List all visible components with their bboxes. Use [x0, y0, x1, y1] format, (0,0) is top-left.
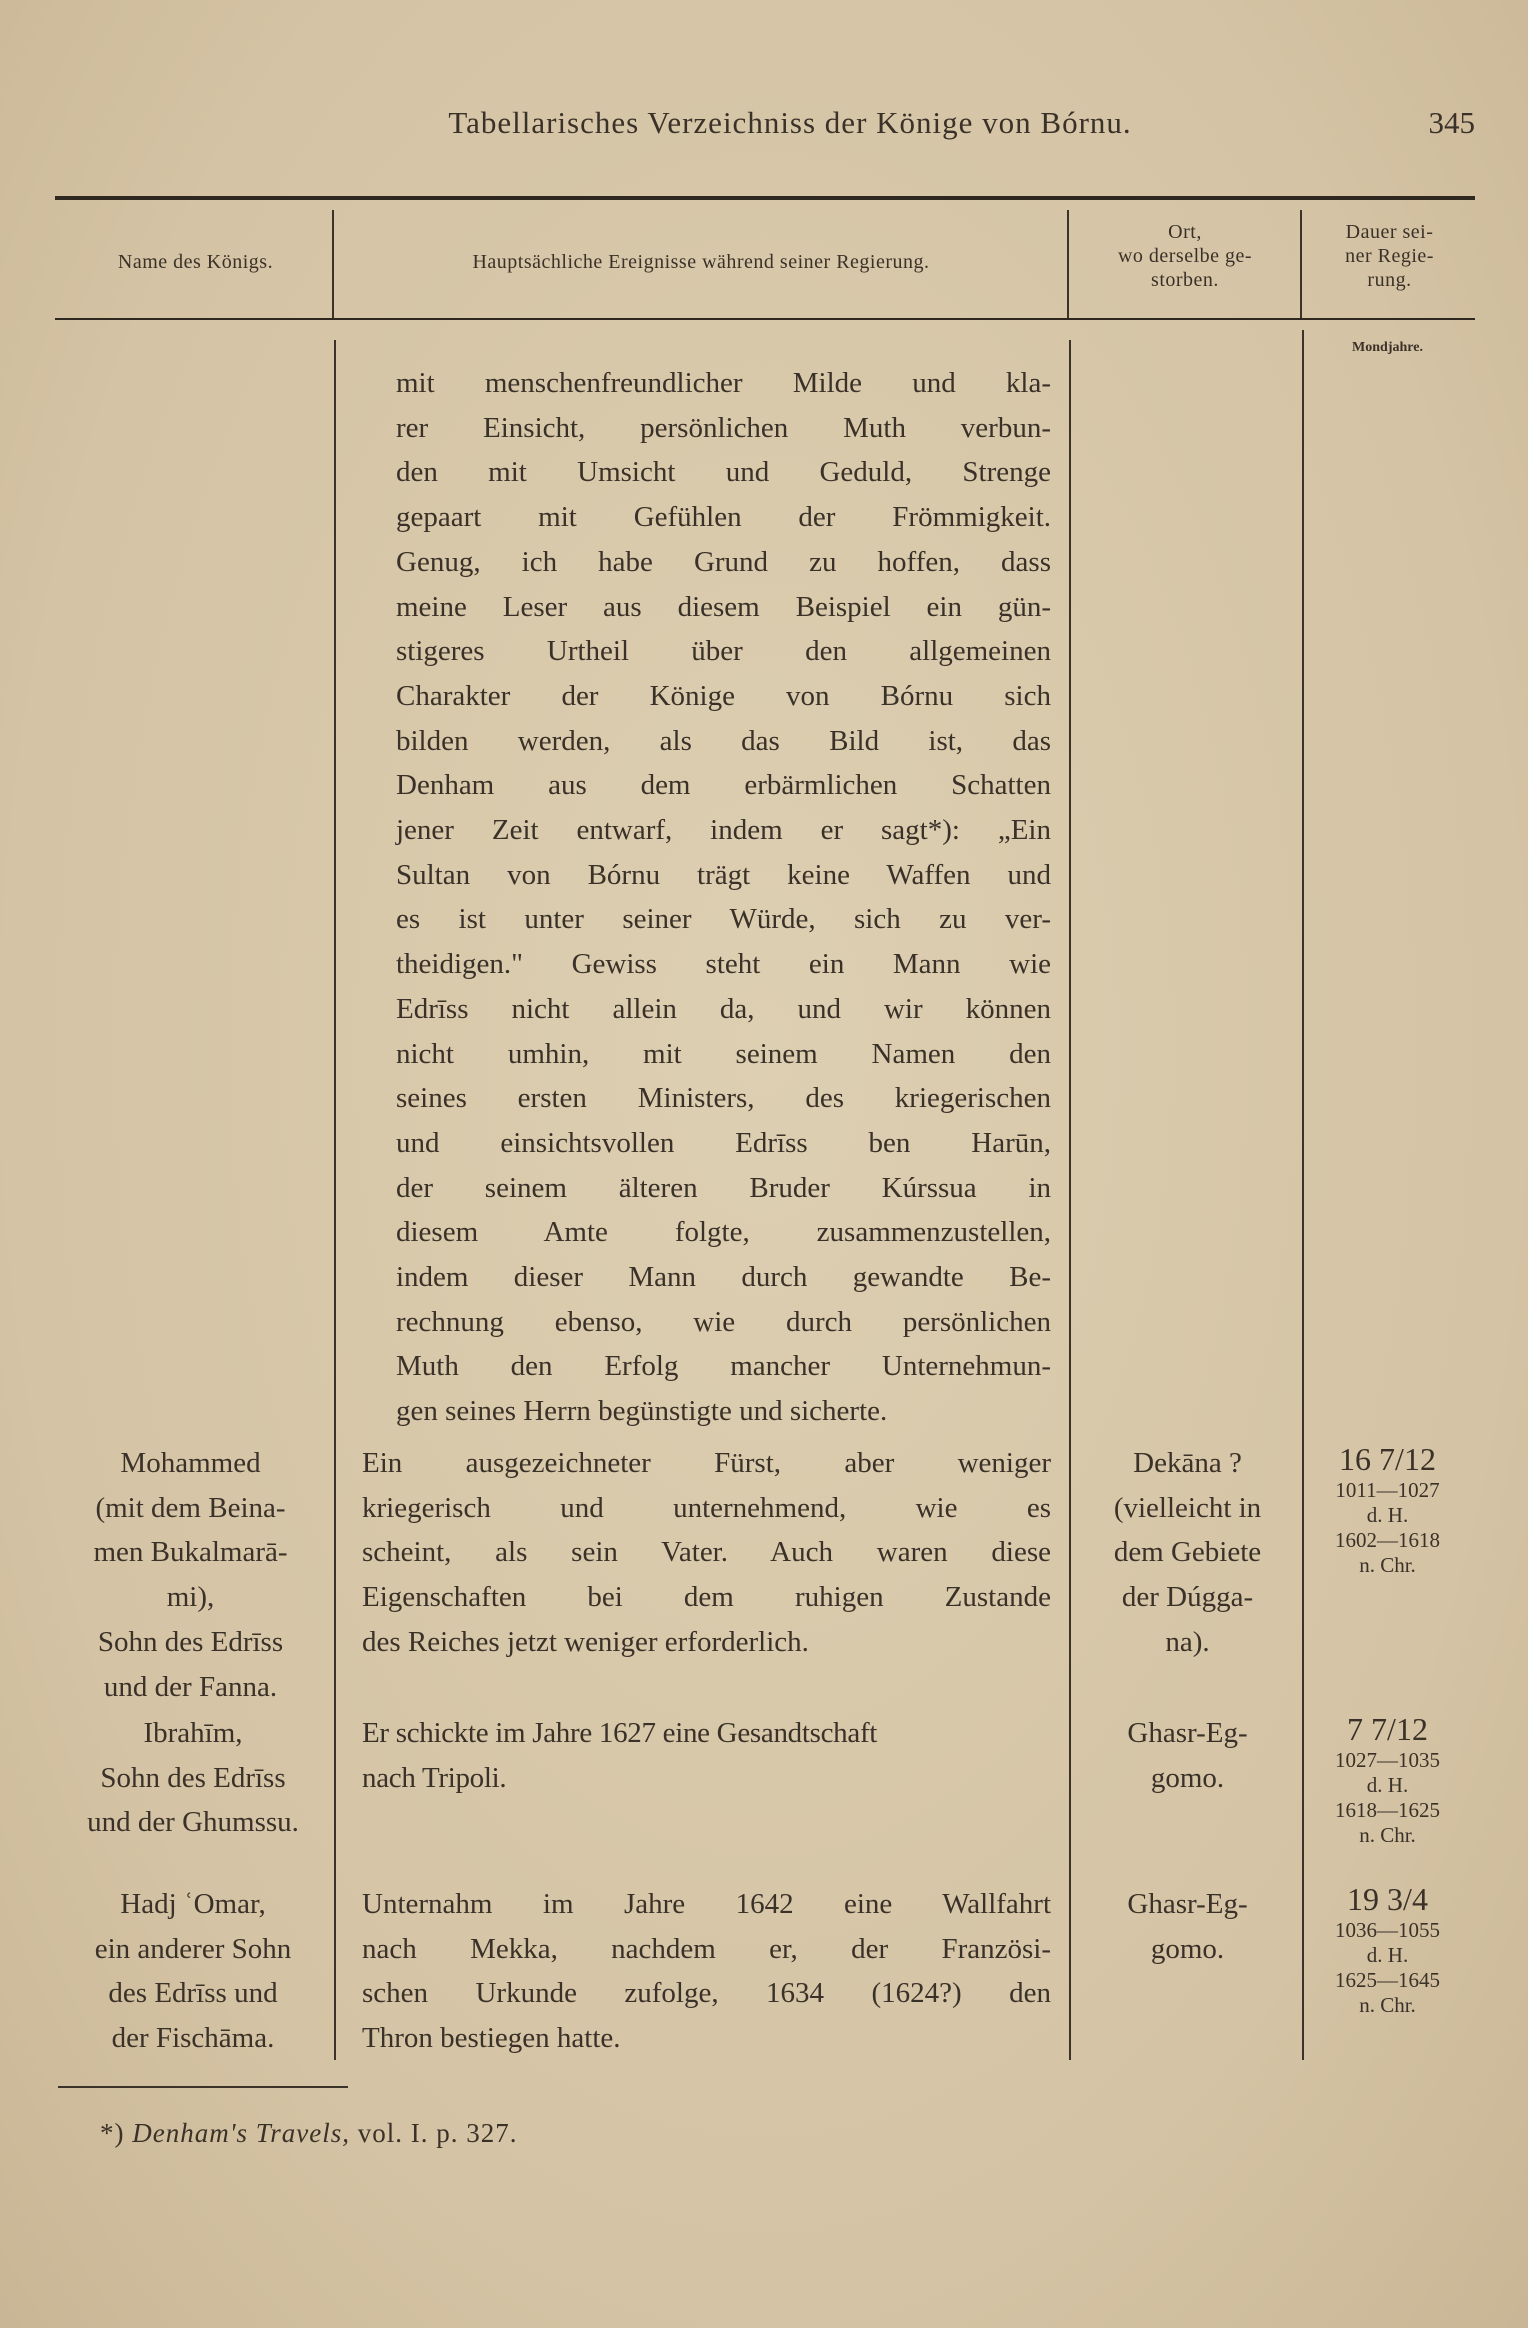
footnote-source: Denham's Travels, [132, 2118, 351, 2148]
event-line: Eigenschaften bei dem ruhigen Zustande [362, 1581, 1051, 1614]
text-line: Charakter der Könige von Bórnu sich [396, 679, 1051, 712]
page-number: 345 [1428, 105, 1475, 140]
place-line: der Dúgga- [1121, 1581, 1254, 1614]
reign-years: 1602—1618 [1335, 1528, 1440, 1552]
table-top-rule [55, 196, 1475, 200]
reign-years: 1618—1625 [1335, 1798, 1440, 1822]
event-line: kriegerisch und unternehmend, wie es [362, 1491, 1051, 1524]
duration-unit-label: Mondjahre. [1352, 340, 1423, 355]
place-line: Ghasr-Eg- [1127, 1888, 1248, 1920]
place-line: gomo. [1150, 1932, 1225, 1965]
column-header-duration-line: rung. [1367, 269, 1412, 291]
reign-years: d. H. [1366, 1503, 1409, 1527]
reign-years: 1625—1645 [1335, 1968, 1440, 1992]
text-line: jener Zeit entwarf, indem er sagt*): „Ein [396, 814, 1051, 847]
text-line: gepaart mit Gefühlen der Frömmigkeit. [396, 501, 1051, 534]
name-line: Sohn des Edrīss [100, 1761, 286, 1794]
event-line: Ein ausgezeichneter Fürst, aber weniger [362, 1447, 1051, 1479]
place-ibrahim [1080, 1711, 1295, 1800]
footnote [100, 2118, 518, 2149]
name-line: der Fischāma. [111, 2022, 275, 2055]
event-line: Thron bestiegen hatte. [362, 2022, 621, 2055]
text-line: bilden werden, als das Bild ist, das [396, 724, 1051, 757]
place-line: Dekāna ? [1133, 1447, 1242, 1479]
reign-length: 7 7/12 [1347, 1711, 1428, 1747]
event-line: nach Mekka, nachdem er, der Französi- [362, 1932, 1051, 1965]
duration-ibrahim [1300, 1710, 1475, 1848]
reign-years: d. H. [1366, 1773, 1409, 1797]
continued-events-text [396, 361, 1051, 1434]
text-line: diesem Amte folgte, zusammenzustellen, [396, 1216, 1051, 1249]
name-line: ein anderer Sohn [94, 1932, 292, 1965]
events-hadj-omar [362, 1882, 1051, 2061]
reign-years: n. Chr. [1359, 1823, 1416, 1847]
name-line: Sohn des Edrīss [97, 1625, 284, 1658]
place-hadj-omar [1080, 1882, 1295, 1971]
place-line: Ghasr-Eg- [1127, 1717, 1248, 1749]
text-line: rer Einsicht, persönlichen Muth verbun- [396, 411, 1051, 444]
name-line: mi), [166, 1581, 215, 1614]
event-line: des Reiches jetzt weniger erforderlich. [362, 1625, 809, 1658]
name-line: Mohammed [120, 1447, 261, 1479]
event-line: Er schickte im Jahre 1627 eine Gesandtschaft [362, 1717, 878, 1749]
column-divider [1067, 210, 1069, 318]
events-mohammed [362, 1441, 1051, 1665]
reign-years: n. Chr. [1359, 1993, 1416, 2017]
event-line: schen Urkunde zufolge, 1634 (1624?) den [362, 1977, 1051, 2010]
reign-years: 1027—1035 [1335, 1748, 1440, 1772]
text-line: Denham aus dem erbärmlichen Schatten [396, 769, 1051, 802]
place-line: (vielleicht in [1113, 1491, 1262, 1524]
name-line: und der Ghumssu. [87, 1806, 299, 1839]
place-mohammed [1080, 1441, 1295, 1665]
text-line: der seinem älteren Bruder Kúrssua in [396, 1171, 1051, 1204]
place-line: gomo. [1150, 1761, 1225, 1794]
name-line: men Bukalmarā- [93, 1536, 288, 1569]
king-name-mohammed [58, 1441, 323, 1709]
reign-length: 16 7/12 [1339, 1441, 1436, 1477]
reign-years: d. H. [1366, 1943, 1409, 1967]
king-name-hadj-omar [58, 1882, 328, 2061]
reign-years: 1011—1027 [1335, 1478, 1440, 1502]
reign-years: 1036—1055 [1335, 1918, 1440, 1942]
text-line: stigeres Urtheil über den allgemeinen [396, 635, 1051, 668]
column-header-place [1070, 220, 1300, 292]
text-line: es ist unter seiner Würde, sich zu ver- [396, 903, 1051, 936]
footnote-ref: vol. I. p. 327. [357, 2118, 518, 2148]
column-divider [1069, 340, 1071, 2060]
footnote-rule [58, 2086, 348, 2088]
event-line: nach Tripoli. [362, 1761, 507, 1794]
name-line: Hadj ʿOmar, [120, 1888, 266, 1920]
column-header-place-line: wo derselbe ge- [1117, 245, 1253, 267]
text-line: nicht umhin, mit seinem Namen den [396, 1037, 1051, 1070]
column-divider [334, 340, 336, 2060]
duration-mohammed [1300, 1440, 1475, 1578]
column-header-events: Hauptsächliche Ereignisse während seiner Regierung. [472, 251, 930, 273]
text-line: Genug, ich habe Grund zu hoffen, dass [396, 545, 1051, 578]
table-header-rule [55, 318, 1475, 320]
name-line: und der Fanna. [103, 1670, 278, 1703]
name-line: des Edrīss und [108, 1977, 278, 2010]
reign-length: 19 3/4 [1347, 1881, 1428, 1917]
text-line: meine Leser aus diesem Beispiel ein gün- [396, 590, 1051, 623]
text-line: mit menschenfreundlicher Milde und kla- [396, 367, 1051, 399]
column-header-duration-line: ner Regie- [1345, 245, 1434, 267]
duration-hadj-omar [1300, 1880, 1475, 2018]
event-line: scheint, als sein Vater. Auch waren diese [362, 1536, 1051, 1569]
column-divider [1300, 210, 1302, 318]
footnote-marker: *) [100, 2118, 125, 2148]
place-line: dem Gebiete [1113, 1536, 1262, 1569]
king-name-ibrahim [58, 1711, 328, 1845]
column-header-duration [1302, 220, 1477, 292]
place-line: na). [1165, 1625, 1210, 1658]
text-line: den mit Umsicht und Geduld, Strenge [396, 456, 1051, 489]
name-line: Ibrahīm, [143, 1717, 243, 1749]
text-line: indem dieser Mann durch gewandte Be- [396, 1261, 1051, 1294]
text-line: und einsichtsvollen Edrīss ben Harūn, [396, 1126, 1051, 1159]
text-line: Muth den Erfolg mancher Unternehmun- [396, 1350, 1051, 1383]
event-line: Unternahm im Jahre 1642 eine Wallfahrt [362, 1888, 1051, 1920]
text-line: Edrīss nicht allein da, und wir können [396, 992, 1051, 1025]
text-line: seines ersten Ministers, des kriegerischen [396, 1082, 1051, 1115]
text-line: theidigen." Gewiss steht ein Mann wie [396, 948, 1051, 981]
running-head: Tabellarisches Verzeichniss der Könige von Bórnu. [448, 105, 1132, 140]
text-line: Sultan von Bórnu trägt keine Waffen und [396, 858, 1051, 891]
reign-years: n. Chr. [1359, 1553, 1416, 1577]
column-header-name: Name des Königs. [117, 251, 274, 273]
text-line: rechnung ebenso, wie durch persönlichen [396, 1305, 1051, 1338]
name-line: (mit dem Beina- [95, 1491, 286, 1524]
column-divider [332, 210, 334, 318]
events-ibrahim [362, 1711, 1062, 1800]
column-header-duration-line: Dauer sei- [1345, 221, 1434, 243]
column-header-place-line: storben. [1151, 269, 1219, 291]
text-line: gen seines Herrn begünstigte und sicherte. [396, 1395, 888, 1428]
column-header-place-line: Ort, [1168, 221, 1202, 243]
